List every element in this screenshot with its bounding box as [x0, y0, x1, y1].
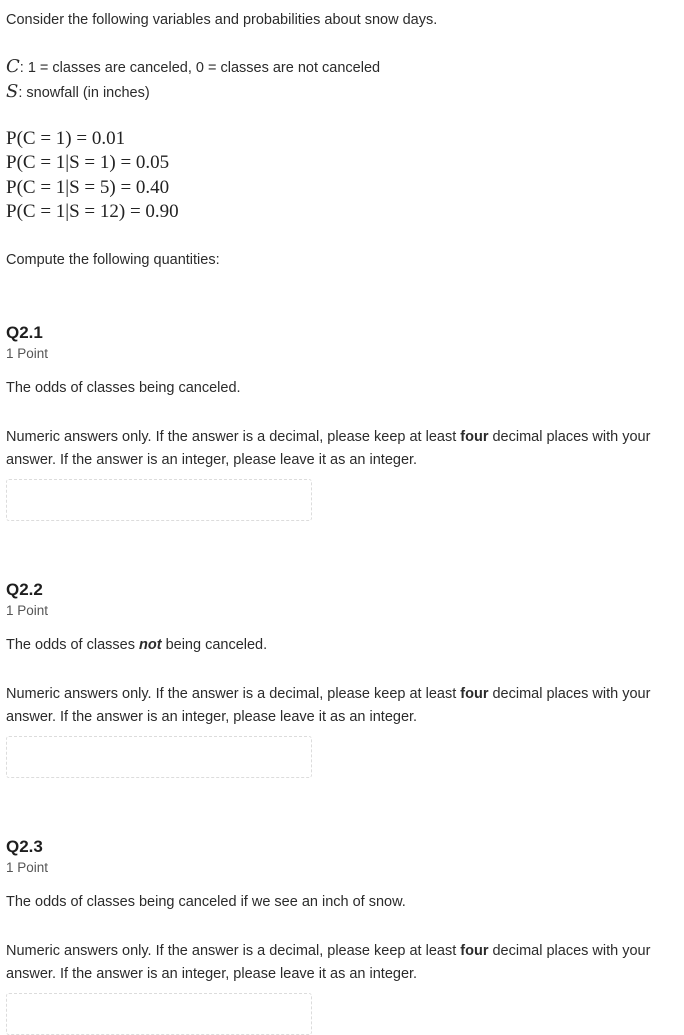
- variable-s-definition: [6, 82, 150, 103]
- variable-c-definition: [6, 57, 380, 78]
- instructions-text: Numeric answers only. If the answer is a decimal, please keep at least: [6, 686, 461, 702]
- question-prompt-text: The odds of classes being canceled if we see an inch of snow.: [6, 894, 406, 910]
- answer-instructions: [6, 940, 666, 986]
- question-prompt: [6, 893, 406, 911]
- instructions-text-end: decimal places with your answer. If the answer is an integer, please leave it as an integer.: [6, 943, 651, 982]
- question-prompt-text: The odds of classes: [6, 637, 139, 653]
- variable-c-description: : 1 = classes are canceled, 0 = classes are not canceled: [19, 60, 381, 76]
- probability-equation: P(C = 1|S = 5) = 0.40: [6, 177, 170, 198]
- question-points: 1 Point: [6, 603, 49, 618]
- answer-input-q2-1[interactable]: [6, 479, 312, 521]
- variable-s-symbol: S: [6, 81, 19, 102]
- probability-equation: P(C = 1|S = 12) = 0.90: [6, 201, 179, 222]
- probability-equation: P(C = 1) = 0.01: [6, 128, 126, 149]
- intro-text: Consider the following variables and probabilities about snow days.: [6, 12, 438, 28]
- variable-s-description: : snowfall (in inches): [18, 85, 150, 101]
- instructions-text-end: decimal places with your answer. If the answer is an integer, please leave it as an integer.: [6, 429, 651, 468]
- instructions-text: Numeric answers only. If the answer is a decimal, please keep at least: [6, 429, 461, 445]
- question-title: Q2.2: [6, 580, 43, 599]
- question-prompt-emphasis: not: [139, 637, 162, 653]
- question-points: 1 Point: [6, 346, 49, 361]
- variable-c-symbol: C: [6, 56, 20, 77]
- probability-equation: P(C = 1|S = 1) = 0.05: [6, 152, 170, 173]
- question-prompt-text-end: being canceled.: [161, 637, 268, 653]
- answer-instructions: [6, 683, 666, 729]
- instructions-text-end: decimal places with your answer. If the answer is an integer, please leave it as an integer.: [6, 686, 651, 725]
- question-prompt-text: The odds of classes being canceled.: [6, 380, 241, 396]
- instructions-emphasis: four: [460, 943, 489, 959]
- instructions-emphasis: four: [460, 429, 489, 445]
- question-points: 1 Point: [6, 860, 49, 875]
- instructions-text: Numeric answers only. If the answer is a decimal, please keep at least: [6, 943, 461, 959]
- instructions-emphasis: four: [460, 686, 489, 702]
- question-prompt: [6, 636, 267, 654]
- question-prompt: [6, 379, 241, 397]
- question-title: Q2.1: [6, 323, 43, 342]
- question-title: Q2.3: [6, 837, 43, 856]
- answer-instructions: [6, 426, 666, 472]
- answer-input-q2-2[interactable]: [6, 736, 312, 778]
- answer-input-q2-3[interactable]: [6, 993, 312, 1035]
- compute-prompt: Compute the following quantities:: [6, 252, 220, 268]
